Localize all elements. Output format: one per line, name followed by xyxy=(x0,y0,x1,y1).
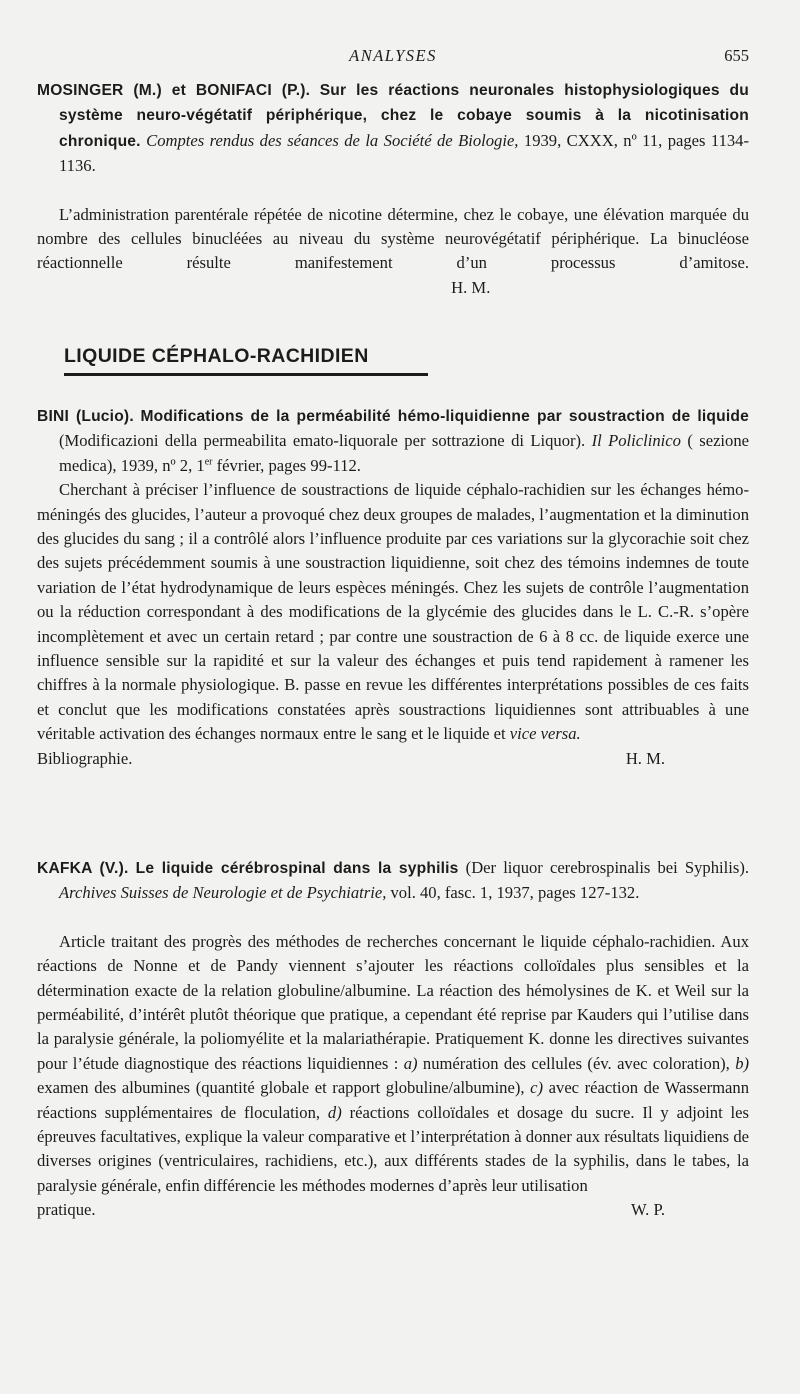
abstract-text: Cherchant à préciser l’influence de soustractions de liquide céphalo-rachidien sur les échanges hémo-méningés des glucides, l’auteur a provoqué chez deux groupes de malades, l’augmentation et la diminution des glucides du sang ; il a contrôlé alors l’influence produite par ces variations sur la glycorachie soit chez des sujets précédemment soumis à une soustraction liquidienne, soit chez des témoins indemnes de toute variation de l’état hydrodynamique de leurs espèces méningés. Chez les sujets de contrôle l’augmentation ou la réduction correspondant à des modifications de la glycémie des glucides dans le L. C.-R. s’opère incomplètement et avec un certain retard ; par contre une soustraction de 6 à 8 cc. de liquide exerce une influence sensible sur la rapidité et sur la valeur des échanges et puis tend rapidement à ramener les chiffres à la normale physiologique. B. passe en revue les différentes interprétations possibles de ces faits et conclut que les modifications constatées après soustractions liquidiennes sont attribuables à une véritable activation des échanges normaux entre le sang et le liquide et vice versa. xyxy=(37,480,749,744)
citation xyxy=(37,78,749,179)
author: KAFKA (V.). xyxy=(37,860,129,877)
running-head xyxy=(37,44,749,68)
section-rule xyxy=(64,373,428,376)
publication-details: vol. 40, fasc. 1, 1937, pages 127-132. xyxy=(390,883,640,903)
article-title: Le liquide cérébrospinal dans la syphilis xyxy=(135,860,459,877)
running-title: ANALYSES xyxy=(349,46,437,65)
reviewer-initials: W. P. xyxy=(631,1200,665,1220)
article-title: Modifications de la perméabilité hémo-liquidienne par soustraction de liquide xyxy=(140,408,749,425)
abstract-entry-kafka xyxy=(37,856,749,1223)
original-title: (Modificazioni della permeabilita emato-liquorale per sottrazione di Liquor). xyxy=(59,431,586,451)
original-title: (Der liquor cerebrospinalis bei Syphilis). xyxy=(465,858,749,877)
abstract-entry-mosinger xyxy=(37,78,749,300)
reviewer-initials: H. M. xyxy=(451,277,491,297)
signature-line xyxy=(37,1198,749,1222)
journal-name: Comptes rendus des séances de la Société de Biologie, xyxy=(146,130,519,150)
abstract-text: L’administration parentérale répétée de nicotine détermine, chez le cobaye, une élévation marquée du nombre des cellules binucléées au niveau du système neurovégétatif périphérique. La binucléose réactionnelle résulte manifestement d’un processus d’amitose. H. M. xyxy=(37,204,749,297)
closing-word: pratique. xyxy=(37,1200,96,1220)
page-number: 655 xyxy=(724,46,749,65)
section-title: LIQUIDE CÉPHALO-RACHIDIEN xyxy=(64,345,369,367)
author: MOSINGER (M.) et BONIFACI (P.). xyxy=(37,82,311,99)
abstract-text: Article traitant des progrès des méthodes de recherches concernant le liquide céphalo-rachidien. Aux réactions de Nonne et de Pandy viennent s’ajouter les réactions colloïdales plus sensibles et la détermination exacte de la relation globuline/albumine. La réaction des hémolysines de K. et Weil sur la perméabilité, d’intérêt plutôt théorique que pratique, a cependant été reprise par Kauders qui l’utilise dans la paralysie générale, la poliomyélite et la malariathérapie. Pratiquement K. donne les directives suivantes pour l’étude diagnostique des réactions liquidiennes : a) numération des cellules (év. avec coloration), b) examen des albumines (quantité globale et rapport globuline/albumine), c) avec réaction de Wassermann réactions supplémentaires de floculation, d) réactions colloïdales et dosage du sucre. Il y adjoint les épreuves facultatives, explique la valeur comparative et l’interprétation à donner aux résultats liquidiens de diverses origines (ventriculaires, rachidiens, etc.), aux différents stades de la syphilis, dans le tabes, la paralysie générale, enfin différencie les méthodes modernes d’après leur utilisation xyxy=(37,931,750,1195)
citation xyxy=(37,856,749,906)
journal-name: Archives Suisses de Neurologie et de Psychiatrie, xyxy=(59,883,387,903)
signature-line xyxy=(37,747,749,771)
publication-details: 1939, CXXX, nº 11, pages 1134-1136. xyxy=(59,130,749,176)
author: BINI (Lucio). xyxy=(37,408,134,425)
publication-details: ( sezione medica), 1939, nº 2, 1er février, pages 99-112. xyxy=(59,431,749,475)
article-title: Sur les réactions neuronales histophysiologiques du système neuro-végétatif périphérique, chez le cobaye soumis à la nicotinisation chronique. xyxy=(59,82,749,150)
reviewer-initials: H. M. xyxy=(625,748,665,768)
abstract-entry-bini xyxy=(37,404,749,771)
bibliography-note: Bibliographie. xyxy=(37,748,133,768)
citation xyxy=(37,404,749,478)
journal-name: Il Policlinico xyxy=(591,431,681,451)
